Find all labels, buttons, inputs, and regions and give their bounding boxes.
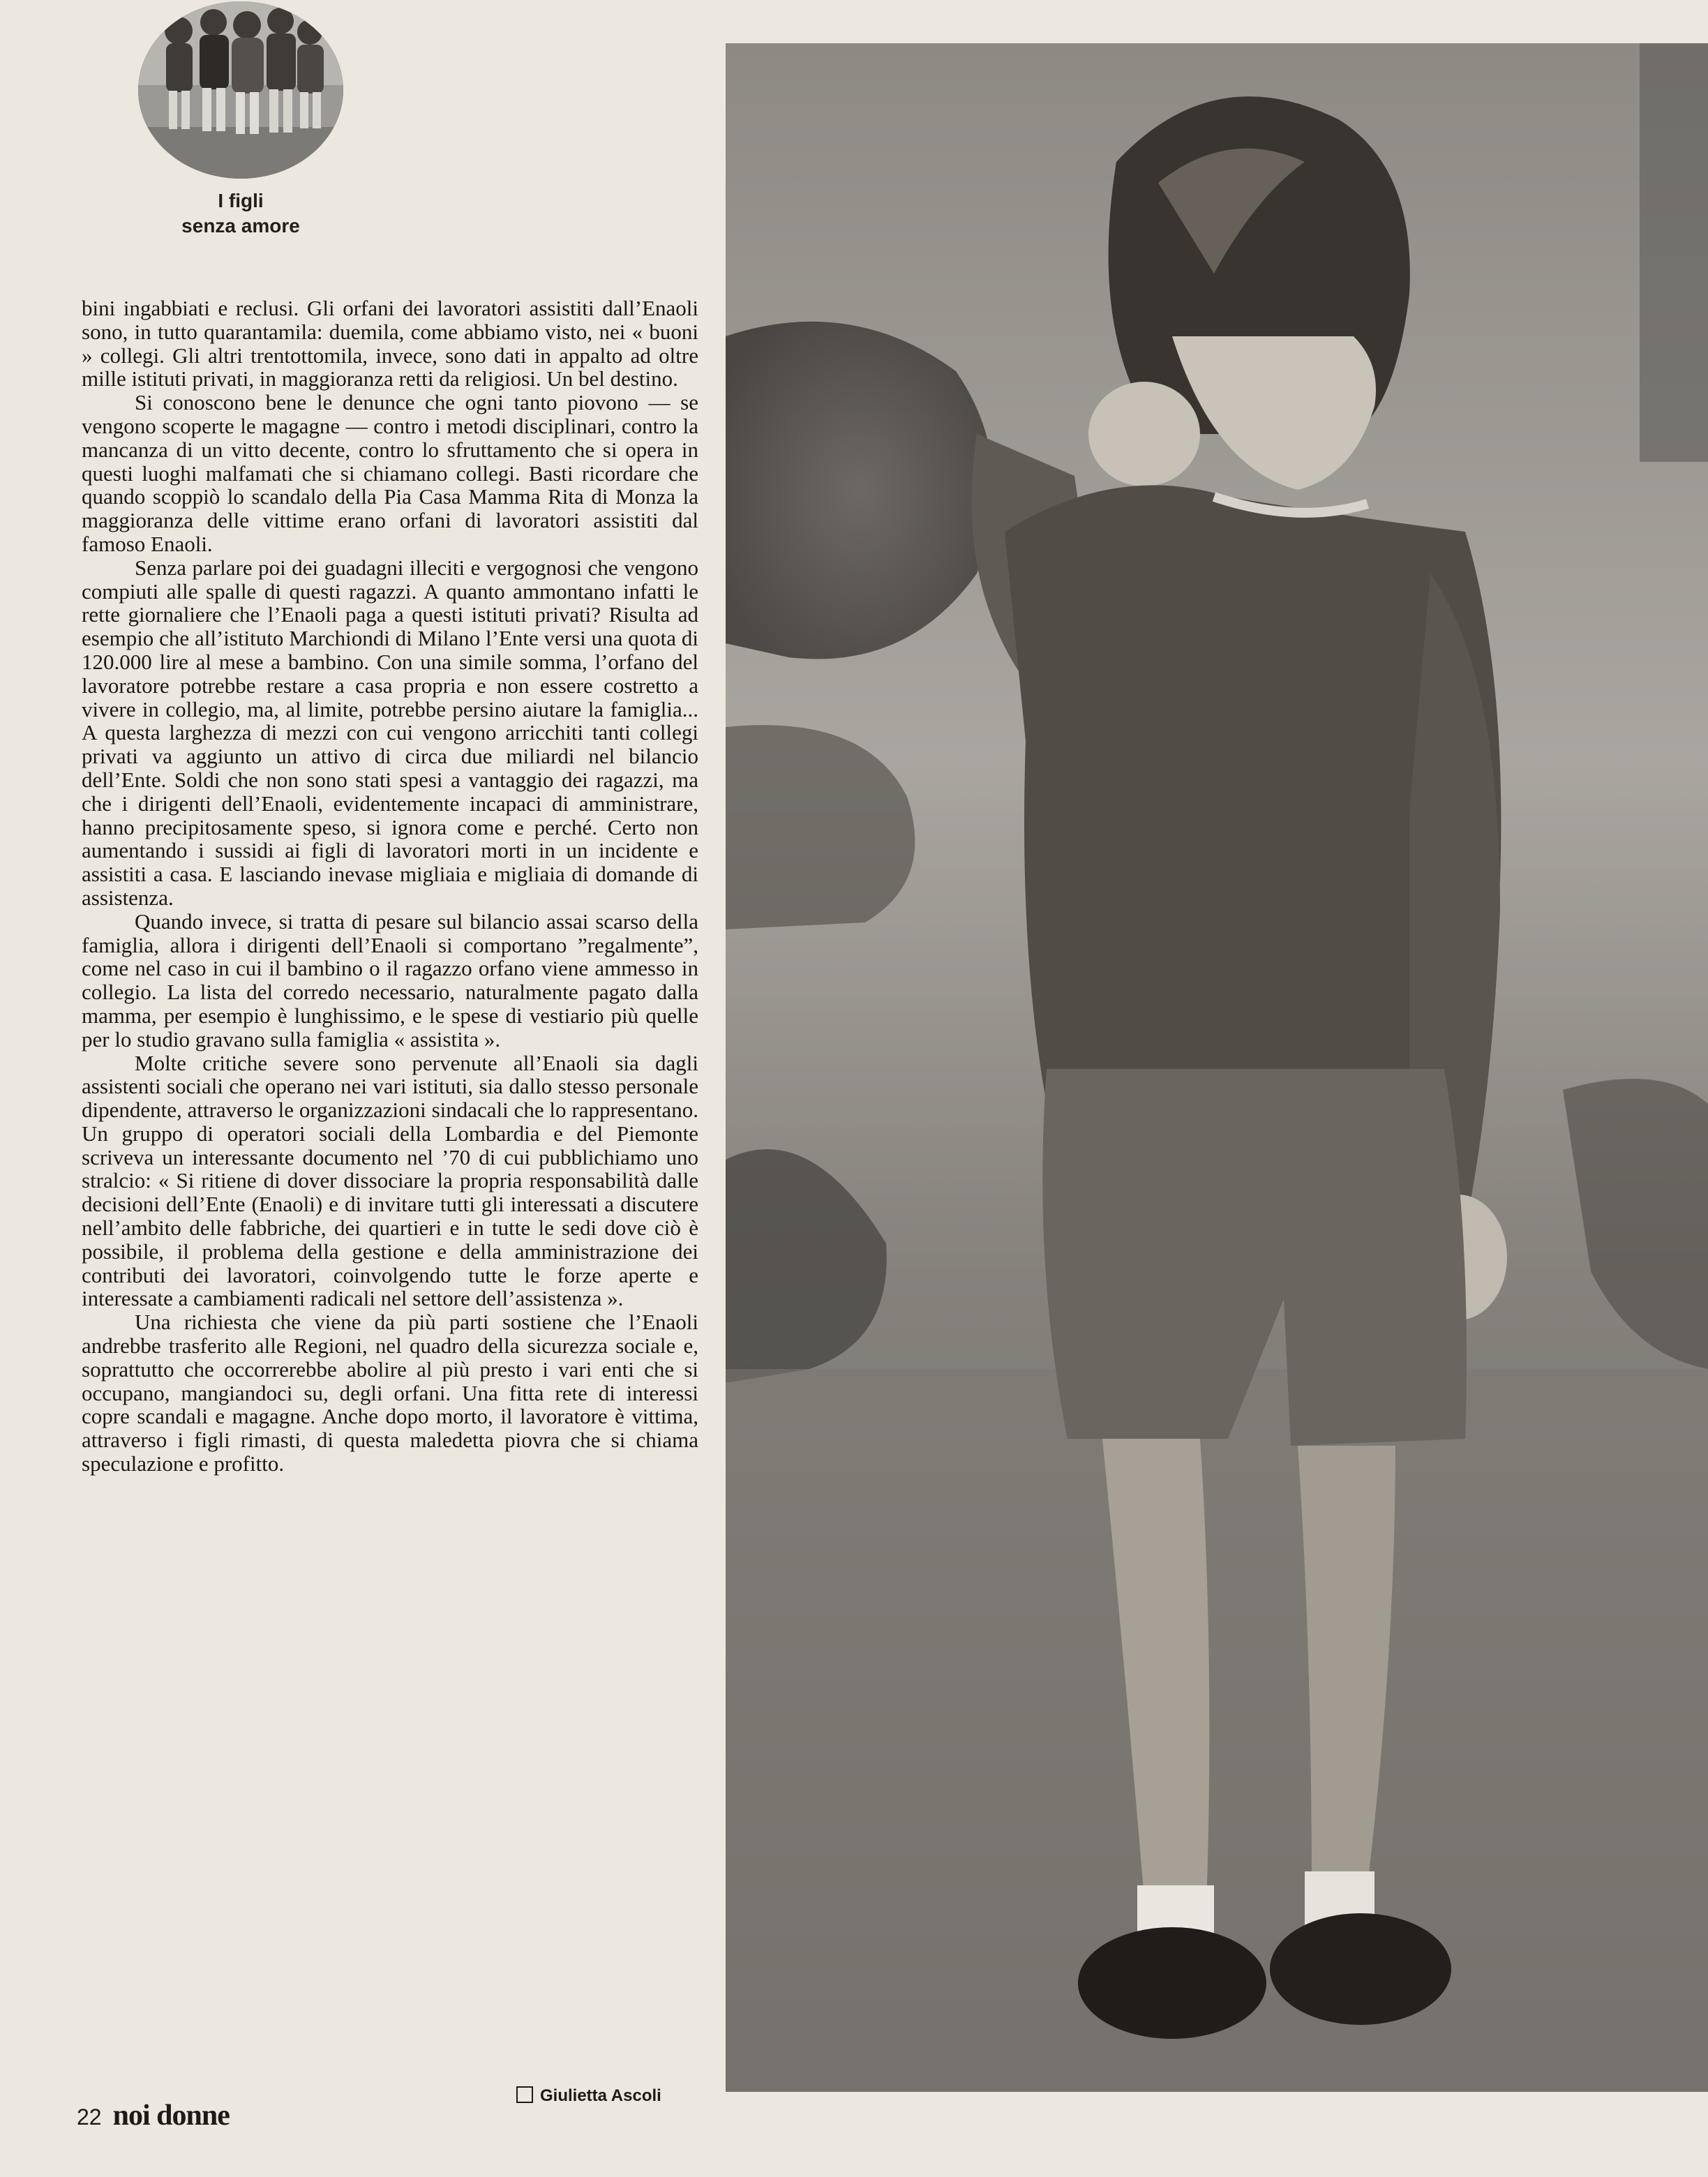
article-paragraph: bini ingabbiati e reclusi. Gli orfani dei lavoratori assistiti dall’Enaoli sono, in tutto quarantamila: duemila, come abbiamo visto, nei « buoni » collegi. Gli altri trentottomila, invece, sono dati in appalto ad oltre mille istituti privati, in maggioranza retti da religiosi. Un bel destino. xyxy=(82,296,698,391)
section-label-line-1: I figli xyxy=(218,190,264,211)
author-name: Giulietta Ascoli xyxy=(540,2086,661,2105)
main-photo xyxy=(726,43,1708,2092)
end-mark-icon xyxy=(516,2086,533,2103)
article-paragraph: Senza parlare poi dei guadagni illeciti e vergognosi che vengono compiuti alle spalle di questi ragazzi. A quanto ammontano infatti le rette giornaliere che l’Enaoli paga a questi istituti privati? Risulta ad esempio che all’istituto Marchiondi di Milano l’Ente versi una quota di 120.000 lire al mese a bambino. Con una simile somma, l’orfano del lavoratore potrebbe restare a casa propria e non essere costretto a vivere in collegio, ma, al limite, potrebbe persino aiutare la famiglia... A questa larghezza di mezzi con cui vengono arricchiti tanti collegi privati va aggiunto un attivo di circa due miliardi nel bilancio dell’Ente. Soldi che non sono stati spesi a vantaggio dei ragazzi, ma che i dirigenti dell’Enaoli, evidentemente incapaci di amministrare, hanno precipitosamente speso, si ignora come e perché. Certo non aumentando i sussidi ai figli di lavoratori morti in un incidente e assistiti a casa. E lasciando inevase migliaia e migliaia di domande di assistenza. xyxy=(82,555,698,910)
author-signature xyxy=(516,2086,699,2106)
article-paragraph: Quando invece, si tratta di pesare sul bilancio assai scarso della famiglia, allora i dirigenti dell’Enaoli si comportano ”regalmente”, come nel caso in cui il bambino o il ragazzo orfano viene ammesso in collegio. La lista del corredo necessario, naturalmente pagato dalla mamma, per esempio è lunghissimo, e le spese di vestiario più quelle per lo studio gravano sulla famiglia « assistita ». xyxy=(82,908,698,1052)
section-thumbnail-photo xyxy=(138,1,343,179)
page-footer xyxy=(77,2099,230,2132)
page-number: 22 xyxy=(77,2104,102,2130)
magazine-logo: noi donne xyxy=(112,2100,230,2132)
child-photo-icon xyxy=(726,43,1708,2092)
article-body xyxy=(82,297,698,1476)
article-paragraph: Molte critiche severe sono pervenute all’Enaoli sia dagli assistenti sociali che operano nei vari istituti, sia dallo stesso personale dipendente, attraverso le organizzazioni sindacali che lo rappresentano. Un gruppo di operatori sociali della Lombardia e del Piemonte scriveva un interessante documento nel ’70 di cui pubblichiamo uno stralcio: « Si ritiene di dover dissociare la propria responsabilità dalle decisioni dell’Ente (Enaoli) e di invitare tutti gli interessati a discutere nell’ambito delle fabbriche, dei quartieri e in tutte le sedi dove ciò è possibile, il problema della gestione e della amministrazione dei contributi dei lavoratori, coinvolgendo tutte le forze aperte e interessate a cambiamenti radicali nel settore dell’assistenza ». xyxy=(82,1050,698,1311)
children-group-icon xyxy=(138,1,343,179)
article-paragraph: Si conoscono bene le denunce che ogni tanto piovono — se vengono scoperte le magagne — contro i metodi disciplinari, contro la mancanza di un vitto decente, contro lo sfruttamento che si opera in questi luoghi malfamati che si chiamano collegi. Basti ricordare che quando scoppiò lo scandalo della Pia Casa Mamma Rita di Monza la maggioranza delle vittime erano orfani di lavoratori assistiti dal famoso Enaoli. xyxy=(82,390,698,556)
article-paragraph: Una richiesta che viene da più parti sostiene che l’Enaoli andrebbe trasferito alle Regioni, nel quadro della sicurezza sociale e, soprattutto che occorrerebbe abolire al più presto i vari enti che si occupano, mangiandoci su, degli orfani. Una fitta rete di interessi copre scandali e magagne. Anche dopo morto, il lavoratore è vittima, attraverso i figli rimasti, di questa maledetta piovra che si chiama speculazione e profitto. xyxy=(82,1310,698,1476)
section-label-line-2: senza amore xyxy=(181,215,300,237)
section-label xyxy=(140,188,342,239)
